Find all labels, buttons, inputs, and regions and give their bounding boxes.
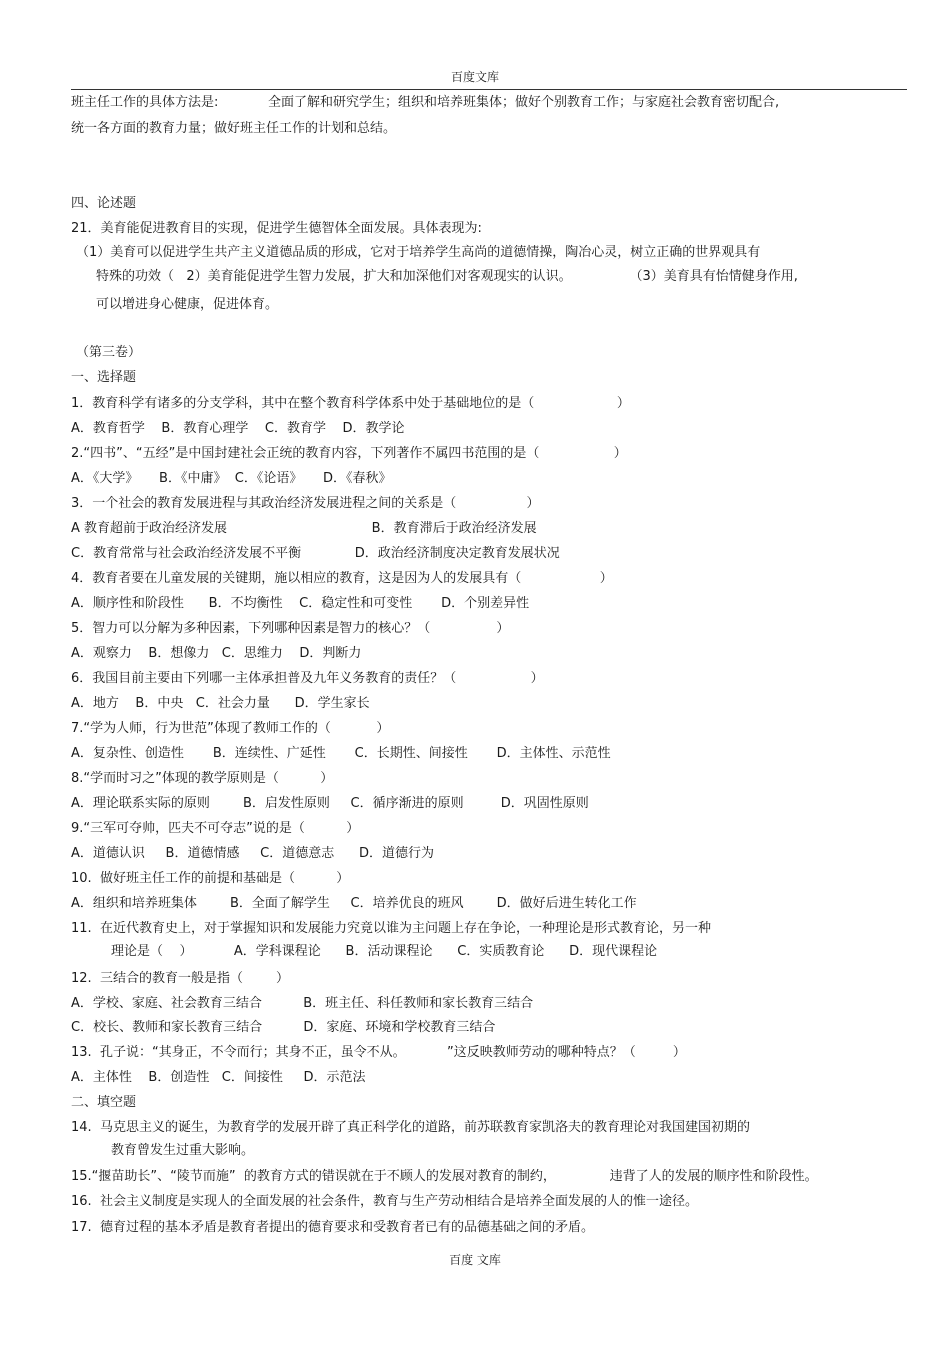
text-line: A．学校、家庭、社会教育三结合 B．班主任、科任教师和家长教育三结合 xyxy=(71,996,534,1011)
text-line: 1．教育科学有诸多的分支学科，其中在整个教育科学体系中处于基础地位的是（ ） xyxy=(71,396,630,411)
text-line: 8.“学而时习之”体现的教学原则是（ ） xyxy=(71,771,334,786)
text-line: 特殊的功效（ 2）美育能促进学生智力发展，扩大和加深他们对客观现实的认识。 （3）美育具有怡情健身作用, xyxy=(96,269,798,284)
text-line: A 教育超前于政治经济发展 B．教育滞后于政治经济发展 xyxy=(71,521,537,536)
text-line: 16. 社会主义制度是实现人的全面发展的社会条件，教育与生产劳动相结合是培养全面发展的人的惟一途径。 xyxy=(71,1194,698,1209)
text-line: 3．一个社会的教育发展进程与其政治经济发展进程之间的关系是（ ） xyxy=(71,496,540,511)
text-line: 9.“三军可夺帅，匹夫不可夺志”说的是（ ） xyxy=(71,821,360,836)
header-rule xyxy=(71,89,907,90)
text-line: A．顺序性和阶段性 B．不均衡性 C．稳定性和可变性 D．个别差异性 xyxy=(71,596,530,611)
text-line: 21．美育能促进教育目的实现，促进学生德智体全面发展。具体表现为: xyxy=(71,221,482,236)
text-line: 6．我国目前主要由下列哪一主体承担普及九年义务教育的责任？（ ） xyxy=(71,671,544,686)
text-line: 理论是（ ） A．学科课程论 B．活动课程论 C．实质教育论 D．现代课程论 xyxy=(111,944,658,959)
text-line: A．组织和培养班集体 B．全面了解学生 C．培养优良的班风 D．做好后进生转化工作 xyxy=(71,896,637,911)
text-line: 15.“揠苗助长”、“陵节而施” 的教育方式的错误就在于不顾人的发展对教育的制约， 违背了人的发展的顺序性和阶段性。 xyxy=(71,1169,818,1184)
text-line: 统一各方面的教育力量；做好班主任工作的计划和总结。 xyxy=(71,121,397,136)
text-line: 7.“学为人师，行为世范”体现了教师工作的（ ） xyxy=(71,721,390,736)
text-line: A．地方 B．中央 C．社会力量 D．学生家长 xyxy=(71,696,370,711)
page-header: 百度文库 xyxy=(450,70,499,84)
text-line: A．主体性 B．创造性 C．间接性 D．示范法 xyxy=(71,1070,366,1085)
text-line: A．复杂性、创造性 B．连续性、广延性 C．长期性、间接性 D．主体性、示范性 xyxy=(71,746,611,761)
text-line: 一、选择题 xyxy=(71,370,137,385)
text-line: A．《大学》 B．《中庸》 C．《论语》 D．《春秋》 xyxy=(71,471,392,486)
text-line: 可以增进身心健康，促进体育。 xyxy=(96,297,279,312)
text-line: C．教育常常与社会政治经济发展不平衡 D．政治经济制度决定教育发展状况 xyxy=(71,546,560,561)
page-footer: 百度 文库 xyxy=(449,1253,501,1267)
text-line: A．教育哲学 B．教育心理学 C．教育学 D．教学论 xyxy=(71,421,405,436)
text-line: 14. 马克思主义的诞生，为教育学的发展开辟了真正科学化的道路，前苏联教育家凯洛夫的教育理论对我国建国初期的 xyxy=(71,1120,750,1135)
text-line: A．道德认识 B．道德情感 C．道德意志 D．道德行为 xyxy=(71,846,435,861)
text-line: 12. 三结合的教育一般是指（ ） xyxy=(71,971,289,986)
text-line: A．观察力 B．想像力 C．思维力 D．判断力 xyxy=(71,646,362,661)
text-line: 2.“四书”、“五经”是中国封建社会正统的教育内容，下列著作不属四书范围的是（ ） xyxy=(71,446,627,461)
text-line: 4．教育者要在儿童发展的关键期，施以相应的教育，这是因为人的发展具有（ ） xyxy=(71,571,613,586)
text-line: 教育曾发生过重大影响。 xyxy=(111,1143,255,1158)
text-line: 13. 孔子说：“其身正，不令而行；其身不正，虽令不从。 ”这反映教师劳动的哪种特点？（ ） xyxy=(71,1045,686,1060)
text-line: 17. 德育过程的基本矛盾是教育者提出的德育要求和受教育者已有的品德基础之间的矛盾。 xyxy=(71,1220,594,1235)
text-line: C．校长、教师和家长教育三结合 D．家庭、环境和学校教育三结合 xyxy=(71,1020,496,1035)
text-line: 10. 做好班主任工作的前提和基础是（ ） xyxy=(71,871,350,886)
text-line: 班主任工作的具体方法是: 全面了解和研究学生；组织和培养班集体；做好个别教育工作；与家庭社会教育密切配合, xyxy=(71,95,780,110)
text-line: A．理论联系实际的原则 B．启发性原则 C．循序渐进的原则 D．巩固性原则 xyxy=(71,796,589,811)
text-line: 11. 在近代教育史上，对于掌握知识和发展能力究竟以谁为主问题上存在争论，一种理论是形式教育论，另一种 xyxy=(71,921,711,936)
text-line: （第三卷） xyxy=(76,345,142,360)
text-line: 四、论述题 xyxy=(71,196,137,211)
text-line: 二、填空题 xyxy=(71,1095,137,1110)
text-line: （1）美育可以促进学生共产主义道德品质的形成，它对于培养学生高尚的道德情操，陶冶心灵，树立正确的世界观具有 xyxy=(76,245,761,260)
text-line: 5．智力可以分解为多种因素，下列哪种因素是智力的核心？（ ） xyxy=(71,621,510,636)
